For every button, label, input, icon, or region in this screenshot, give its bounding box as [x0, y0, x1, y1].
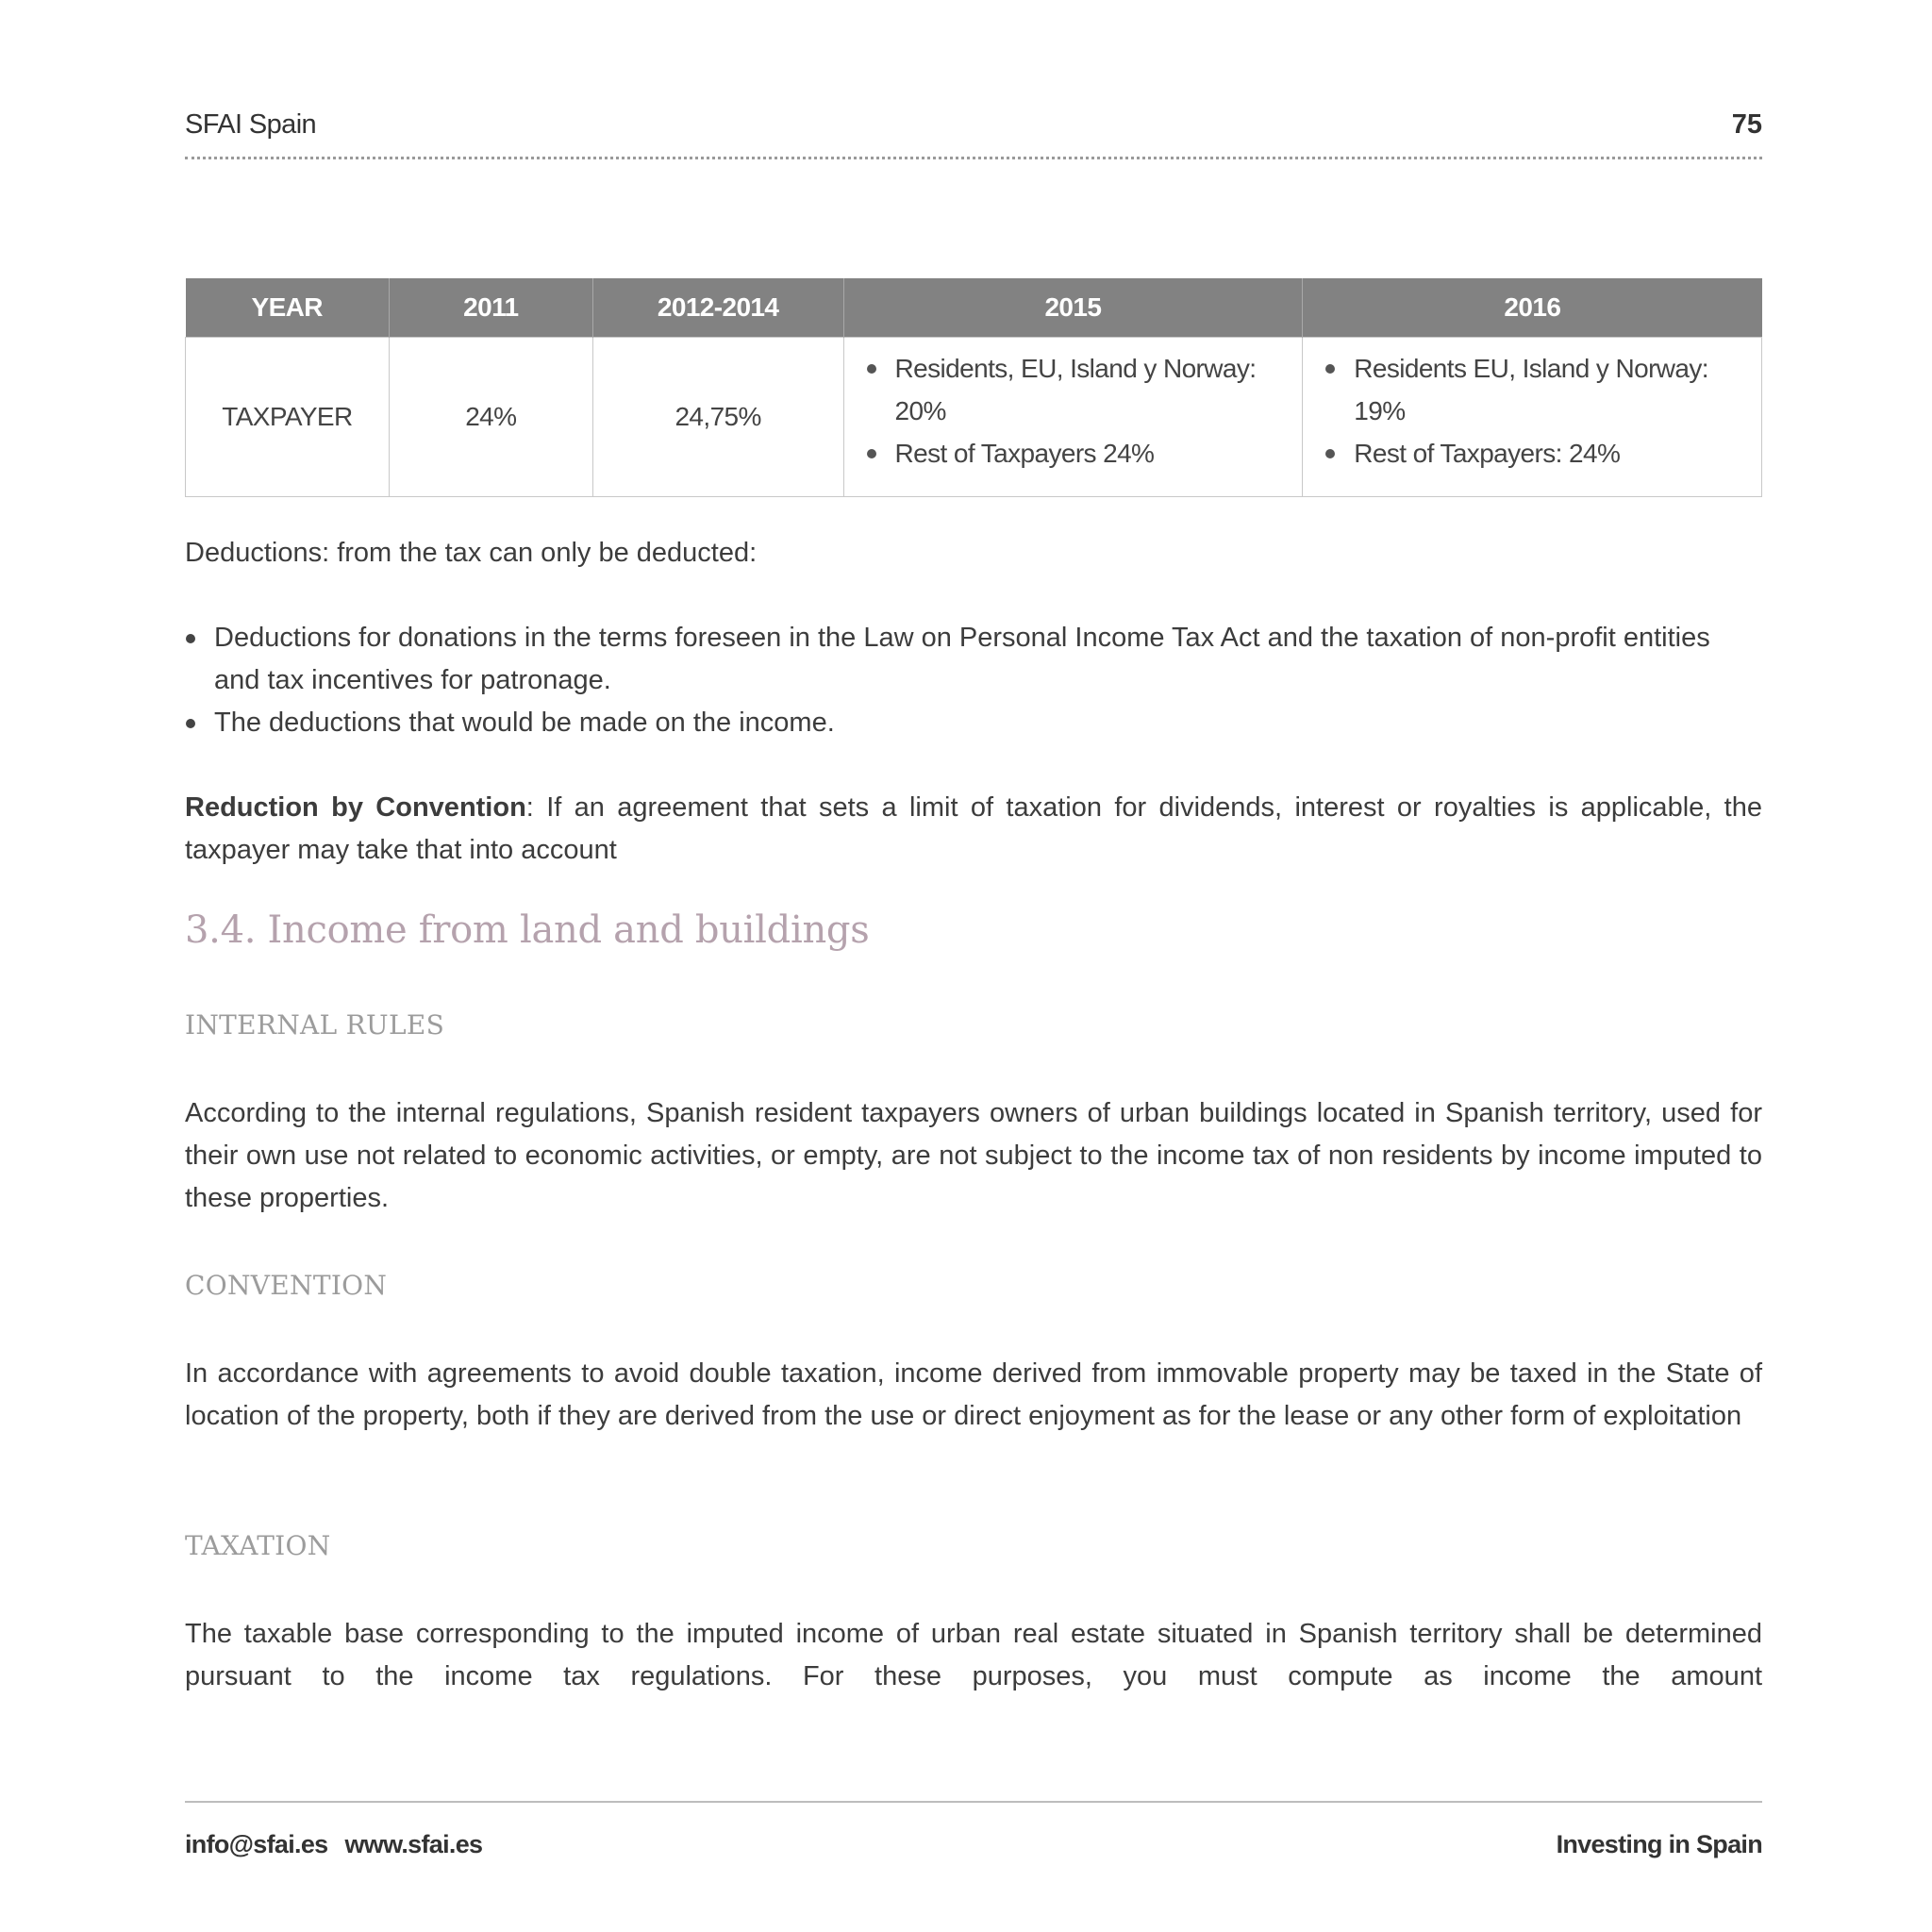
- footer-divider: [185, 1801, 1762, 1803]
- table-header-cell: 2012-2014: [592, 278, 843, 338]
- header-company: SFAI Spain: [185, 109, 317, 140]
- page-header: [185, 106, 1762, 147]
- list-item: Rest of Taxpayers 24%: [895, 432, 1286, 475]
- rate-list-2016: [1320, 347, 1744, 475]
- document-page: [185, 0, 1762, 1932]
- list-item: Rest of Taxpayers: 24%: [1354, 432, 1744, 475]
- list-item: Residents EU, Island y Norway: 19%: [1354, 347, 1744, 432]
- table-row: [186, 338, 1762, 497]
- table-cell-2011: 24%: [389, 338, 592, 497]
- header-dotted-divider: [185, 157, 1762, 159]
- taxation-heading: TAXATION: [185, 1530, 331, 1561]
- table-cell-2015: [843, 338, 1303, 497]
- list-item: The deductions that would be made on the income.: [214, 702, 1762, 744]
- table-header-cell: 2011: [389, 278, 592, 338]
- footer-website[interactable]: www.sfai.es: [344, 1830, 483, 1858]
- reduction-paragraph: [185, 787, 1762, 872]
- footer-publication: Investing in Spain: [1556, 1830, 1762, 1858]
- deductions-intro: Deductions: from the tax can only be deducted:: [185, 538, 758, 568]
- section-title: 3.4. Income from land and buildings: [185, 908, 870, 952]
- tax-rate-table: [185, 278, 1762, 497]
- rate-list-2015: [861, 347, 1286, 475]
- table-cell-2016: [1303, 338, 1762, 497]
- internal-rules-text: According to the internal regulations, Spanish resident taxpayers owners of urban buildings located in Spanish territory, used for their own use not related to economic activities, or empty, are not subject to the income tax of non residents by income imputed to these properties.: [185, 1098, 1762, 1213]
- table-header-row: [186, 278, 1762, 338]
- reduction-label: Reduction by Convention: [185, 792, 526, 823]
- table-cell-taxpayer: TAXPAYER: [186, 338, 390, 497]
- table-header-cell: 2016: [1303, 278, 1762, 338]
- footer-email[interactable]: info@sfai.es: [185, 1830, 328, 1858]
- internal-rules-heading: INTERNAL RULES: [185, 1009, 445, 1041]
- page-footer: [185, 1830, 1762, 1864]
- table-cell-2012-2014: 24,75%: [592, 338, 843, 497]
- convention-text: In accordance with agreements to avoid double taxation, income derived from immovable property may be taxed in the State of location of the property, both if they are derived from the use or direct enjoyment as for the lease or any other form of exploitation: [185, 1358, 1762, 1431]
- page-number: 75: [1731, 109, 1762, 140]
- taxation-text: The taxable base corresponding to the imputed income of urban real estate situated in Spanish territory shall be determined pursuant to the income tax regulations. For these purposes, you must compute as income the amount: [185, 1619, 1762, 1691]
- convention-heading: CONVENTION: [185, 1270, 388, 1301]
- list-item: Deductions for donations in the terms foreseen in the Law on Personal Income Tax Act and the taxation of non-profit entities and tax incentives for patronage.: [214, 617, 1762, 702]
- table-header-cell: YEAR: [186, 278, 390, 338]
- deductions-list: [185, 617, 1762, 744]
- table-header-cell: 2015: [843, 278, 1303, 338]
- footer-contact: [185, 1830, 482, 1859]
- list-item: Residents, EU, Island y Norway: 20%: [895, 347, 1286, 432]
- reduction-text: : If an agreement that sets a limit of taxation for dividends, interest or royalties is applicable, the taxpayer may take that into account: [185, 792, 1762, 865]
